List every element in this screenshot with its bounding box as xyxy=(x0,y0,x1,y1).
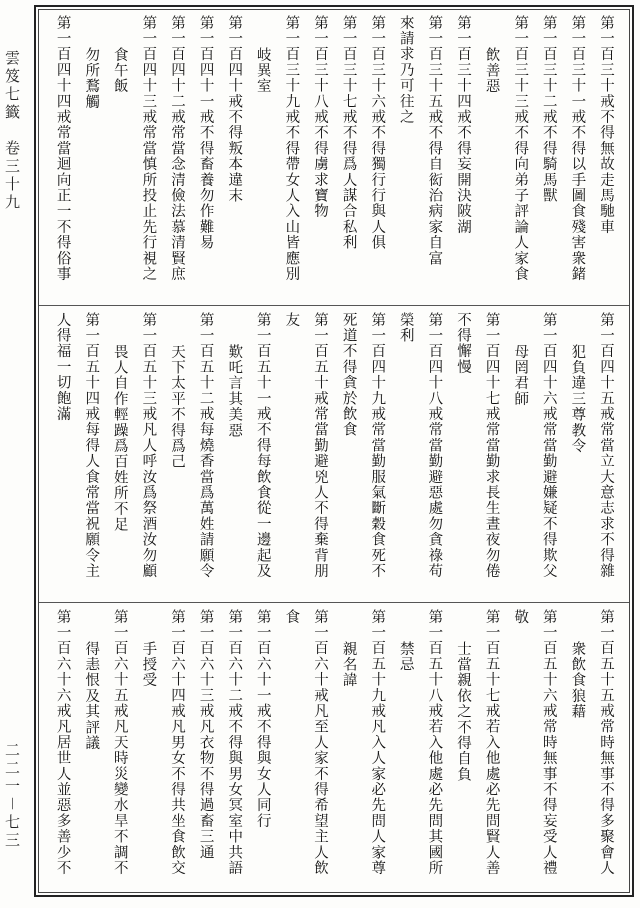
text-column: 第一百五十戒常當勤避兇人不得棄背朋 xyxy=(312,312,328,579)
text-column: 第一百五十五戒常時無事不得多聚會人 xyxy=(598,609,614,876)
text-column: 第一百六十三戒凡衣物不得過畜三通 xyxy=(197,609,214,861)
register-middle xyxy=(39,308,629,604)
text-column: 第一百六十四戒凡男女不得共坐食飲交 xyxy=(169,609,185,876)
text-column: 岐異室 xyxy=(254,47,271,95)
text-column: 來請求乃可往之 xyxy=(397,15,414,125)
text-column: 第一百四十六戒常當勤避嫌疑不得欺父 xyxy=(540,312,557,579)
text-column: 第一百三十七戒不得爲人謀合私利 xyxy=(340,15,357,251)
text-column: 第一百六十戒凡至人家不得希望主人飲 xyxy=(312,609,328,876)
text-column: 食午飯 xyxy=(111,47,128,95)
text-column: 士當親依之不得自負 xyxy=(455,641,471,783)
text-column: 第一百五十四戒每得人食常當祝願令主 xyxy=(83,312,100,579)
text-column: 第一百四十七戒常當勤求長生晝夜勿倦 xyxy=(483,312,500,579)
text-column: 第一百六十一戒不得與女人同行 xyxy=(254,609,271,829)
text-column: 第一百三十一戒不得以手圖食殘害衆鍺 xyxy=(569,15,586,282)
text-column: 第一百三十八戒不得虜求寶物 xyxy=(312,15,328,220)
text-column: 第一百五十九戒凡入人家必先問人家尊 xyxy=(369,609,386,876)
text-column: 第一百三十九戒不得帶女人入山皆應別 xyxy=(283,15,300,282)
register-top xyxy=(39,11,629,307)
text-column: 食 xyxy=(283,609,300,625)
text-column: 第一百四十九戒常當勤服氣斷穀食死不 xyxy=(369,312,386,579)
text-column: 手授受 xyxy=(140,641,157,689)
text-column: 第一百四十三戒常當慎所投止先行視之 xyxy=(140,15,157,282)
text-column: 友 xyxy=(283,312,300,328)
text-column: 第一百五十八戒若入他處必先問其國所 xyxy=(426,609,443,876)
text-column: 衆飲食狼藉 xyxy=(569,641,586,720)
register-bottom xyxy=(39,605,629,901)
text-column: 第一百六十五戒凡天時災變水旱不調不 xyxy=(111,609,128,876)
text-column: 第一百三十三戒不得向弟子評論人家食 xyxy=(512,15,529,282)
text-column: 母罔君師 xyxy=(512,344,529,407)
text-column: 第一百五十二戒每燒香當爲萬姓請願令 xyxy=(197,312,214,579)
text-column: 第一百三十五戒不得自衒治病家自富 xyxy=(426,15,443,267)
text-column: 第一百五十一戒不得每飲食從一邊起及 xyxy=(254,312,271,579)
text-column: 得恚恨及其評議 xyxy=(83,641,100,751)
text-column: 死道不得貪於飲食 xyxy=(340,312,357,438)
text-column: 第一百四十二戒常當念清儉法慕清賢庶 xyxy=(169,15,185,282)
margin-page-number: 二二一－七三 xyxy=(3,742,21,851)
margin-title: 雲笈七籤 卷三十九 xyxy=(3,50,21,212)
text-column: 勿所鶩觸 xyxy=(83,47,100,110)
text-column: 第一百六十二戒不得與男女冥室中共語 xyxy=(226,609,243,876)
text-column: 天下太平不得爲己 xyxy=(169,344,185,470)
text-column: 第一百四十戒不得叛本違末 xyxy=(226,15,243,204)
text-column: 第一百五十三戒凡人呼汝爲祭酒汝勿顧 xyxy=(140,312,157,579)
text-column: 第一百四十八戒常當勤避惡處勿貪祿苟 xyxy=(426,312,443,579)
text-column: 犯負違三尊教令 xyxy=(569,344,586,454)
text-column: 飲善惡 xyxy=(483,47,500,95)
text-column: 第一百三十六戒不得獨行行與人俱 xyxy=(369,15,386,251)
text-column: 敬 xyxy=(512,609,529,625)
text-column: 第一百三十戒不得無故走馬馳車 xyxy=(598,15,614,235)
text-column: 第一百四十五戒常當立大意志求不得雜 xyxy=(598,312,614,579)
text-column: 第一百四十一戒不得畜養勿作難易 xyxy=(197,15,214,251)
text-column: 第一百六十六戒凡居世人並惡多善少不 xyxy=(54,609,71,876)
text-column: 第一百三十二戒不得騎馬獸 xyxy=(540,15,557,204)
text-column: 第一百四十四戒常當迴向正一不得俗事 xyxy=(54,15,71,282)
text-column: 人得福一切飽滿 xyxy=(54,312,71,422)
text-column: 第一百五十七戒若入他處必先問賢人善 xyxy=(483,609,500,876)
text-column: 畏人自作輕躁爲百姓所不足 xyxy=(111,344,128,533)
text-column: 第一百三十四戒不得妄開決陂湖 xyxy=(455,15,471,235)
text-column: 不得懈慢 xyxy=(455,312,471,375)
text-column: 親名諱 xyxy=(340,641,357,689)
text-column: 榮利 xyxy=(397,312,414,344)
text-column: 第一百五十六戒常時無事不得妄受人禮 xyxy=(540,609,557,876)
text-column: 禁忌 xyxy=(397,641,414,673)
text-column: 歎吒言其美惡 xyxy=(226,344,243,439)
